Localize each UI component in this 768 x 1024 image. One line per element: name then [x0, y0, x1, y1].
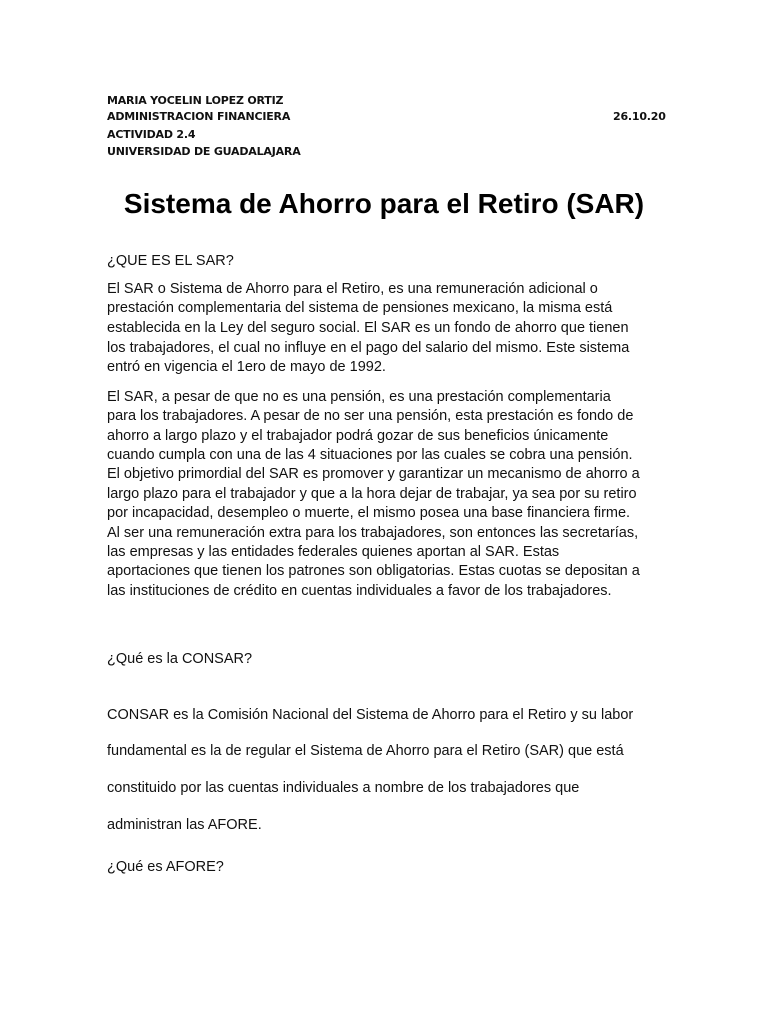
section-heading-consar: ¿Qué es la CONSAR? — [107, 651, 253, 667]
paragraph-line: prestación complementaria del sistema de pensiones mexicano, la misma está — [107, 300, 613, 316]
section-heading-afore: ¿Qué es AFORE? — [107, 859, 224, 875]
section-heading-sar: ¿QUE ES EL SAR? — [107, 253, 234, 269]
paragraph-line: ahorro a largo plazo y el trabajador podrá gozar de sus beneficios únicamente — [107, 428, 609, 444]
university-name: UNIVERSIDAD DE GUADALAJARA — [107, 145, 301, 158]
paragraph-line: largo plazo para el trabajador y que a la hora dejar de trabajar, ya sea por su retiro — [107, 486, 637, 502]
document-date: 26.10.20 — [613, 110, 666, 123]
paragraph-line: por incapacidad, desempleo o muerte, el mismo posea una base financiera firme. — [107, 505, 631, 521]
paragraph-line: constituido por las cuentas individuales a nombre de los trabajadores que — [107, 780, 580, 796]
paragraph-line: Al ser una remuneración extra para los trabajadores, son entonces las secretarías, — [107, 525, 639, 541]
paragraph-line: los trabajadores, el cual no influye en el pago del salario del mismo. Este sistema — [107, 340, 630, 356]
paragraph-line: fundamental es la de regular el Sistema de Ahorro para el Retiro (SAR) que está — [107, 743, 624, 759]
paragraph-line: cuando cumpla con una de las 4 situaciones por las cuales se cobra una pensión. — [107, 447, 633, 463]
paragraph-line: El objetivo primordial del SAR es promover y garantizar un mecanismo de ahorro a — [107, 466, 640, 482]
paragraph-line: CONSAR es la Comisión Nacional del Sistema de Ahorro para el Retiro y su labor — [107, 707, 634, 723]
document-title: Sistema de Ahorro para el Retiro (SAR) — [123, 188, 645, 219]
paragraph-line: entró en vigencia el 1ero de mayo de 1992. — [107, 359, 386, 375]
paragraph-line: las instituciones de crédito en cuentas individuales a favor de los trabajadores. — [107, 583, 612, 599]
author-name: MARIA YOCELIN LOPEZ ORTIZ — [107, 94, 284, 107]
paragraph-line: El SAR o Sistema de Ahorro para el Retiro, es una remuneración adicional o — [107, 281, 598, 297]
paragraph-line: El SAR, a pesar de que no es una pensión, es una prestación complementaria — [107, 389, 611, 405]
paragraph-line: para los trabajadores. A pesar de no ser una pensión, esta prestación es fondo de — [107, 408, 634, 424]
course-name: ADMINISTRACION FINANCIERA — [107, 110, 291, 123]
paragraph-line: establecida en la Ley del seguro social. El SAR es un fondo de ahorro que tienen — [107, 320, 629, 336]
paragraph-line: aportaciones que tienen los patrones son obligatorias. Estas cuotas se depositan a — [107, 563, 640, 579]
activity-label: ACTIVIDAD 2.4 — [107, 128, 196, 141]
paragraph-line: las empresas y las entidades federales quienes aportan al SAR. Estas — [107, 544, 560, 560]
paragraph-line: administran las AFORE. — [107, 817, 262, 833]
